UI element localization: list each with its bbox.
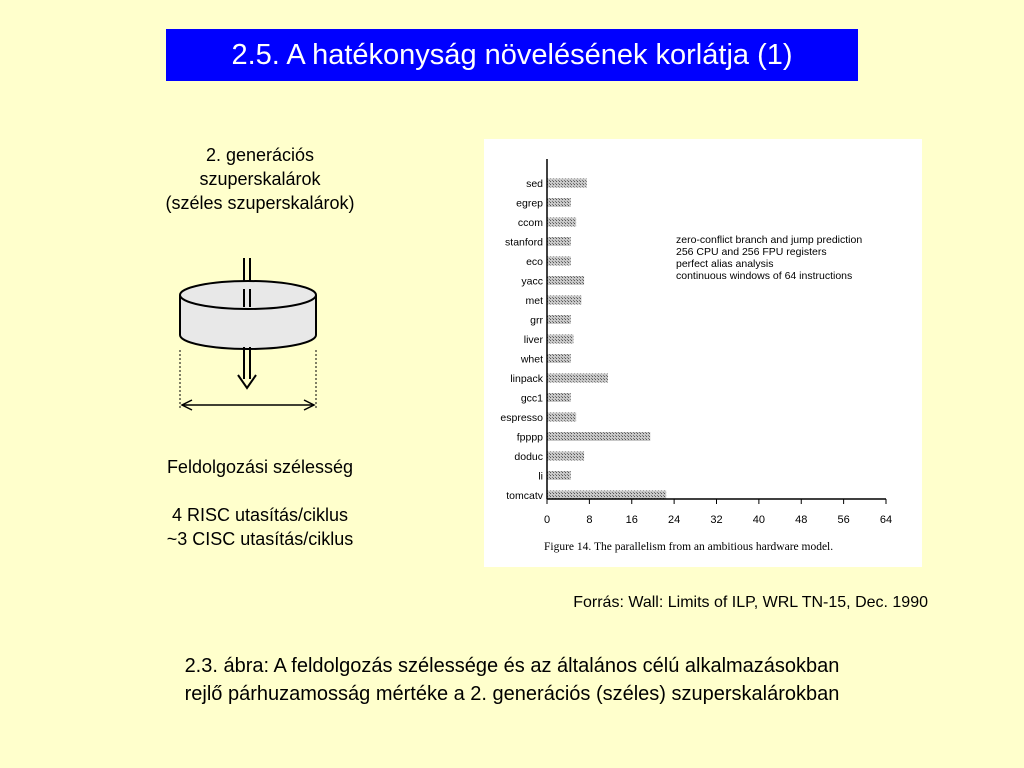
category-label: stanford	[505, 236, 543, 249]
risc-rate: 4 RISC utasítás/ciklus	[171, 505, 349, 525]
cisc-rate: ~3 CISC utasítás/ciklus	[166, 529, 354, 549]
bar-sed	[547, 179, 587, 188]
x-tick-label: 16	[625, 514, 638, 526]
bar-li	[547, 471, 571, 480]
caption-line-2: rejlő párhuzamosság mértéke a 2. generációs (széles) szuperskalárokban	[184, 683, 840, 705]
figure-description	[40, 652, 984, 708]
bar-gcc1	[547, 393, 571, 402]
category-label: yacc	[521, 275, 543, 288]
bar-linpack	[547, 374, 608, 383]
bar-met	[547, 296, 581, 305]
bar-tomcatv	[547, 491, 666, 500]
x-tick-label: 24	[668, 514, 681, 526]
generation-line-2: szuperskalárok	[199, 169, 321, 189]
category-label: met	[525, 295, 543, 307]
parallelism-chart	[484, 139, 922, 567]
category-label: eco	[526, 256, 543, 268]
bar-liver	[547, 335, 573, 344]
x-tick-label: 56	[837, 514, 850, 526]
bar-grr	[547, 315, 571, 324]
category-label: fpppp	[516, 431, 543, 444]
width-label: Feldolgozási szélesség	[166, 457, 354, 477]
width-info	[130, 455, 390, 551]
category-label: grr	[530, 314, 543, 327]
category-label: espresso	[500, 412, 543, 424]
bar-ccom	[547, 218, 576, 227]
caption-line-1: 2.3. ábra: A feldolgozás szélessége és az általános célú alkalmazásokban	[184, 655, 840, 677]
annotation-line: perfect alias analysis	[676, 258, 774, 270]
source-note: Forrás: Wall: Limits of ILP, WRL TN-15, Dec. 1990	[573, 594, 928, 611]
category-label: egrep	[516, 197, 543, 210]
bar-stanford	[547, 237, 571, 246]
figure-caption: Figure 14. The parallelism from an ambitious hardware model.	[544, 541, 834, 553]
x-tick-label: 8	[586, 514, 593, 526]
bar-doduc	[547, 452, 584, 461]
bar-eco	[547, 257, 571, 266]
category-label: doduc	[514, 451, 543, 463]
annotation-line: zero-conflict branch and jump prediction	[676, 234, 863, 246]
category-label: liver	[523, 334, 543, 346]
category-label: tomcatv	[506, 490, 543, 502]
annotation-line: 256 CPU and 256 FPU registers	[676, 246, 827, 258]
x-tick-label: 0	[543, 514, 551, 526]
slide-title: 2.5. A hatékonyság növelésének korlátja (1)	[166, 29, 858, 81]
chart-annotation	[676, 234, 862, 282]
category-label: whet	[520, 353, 543, 366]
generation-line-1: 2. generációs	[205, 145, 315, 165]
x-tick-label: 40	[752, 514, 765, 526]
category-label: linpack	[510, 373, 543, 385]
x-tick-label: 48	[795, 514, 808, 526]
bar-egrep	[547, 198, 571, 207]
generation-label	[130, 143, 390, 215]
x-tick-label: 64	[879, 514, 893, 526]
category-label: li	[538, 470, 543, 483]
figure-panel	[484, 139, 922, 567]
bar-fpppp	[547, 432, 650, 441]
category-label: gcc1	[520, 392, 543, 405]
annotation-line: continuous windows of 64 instructions	[676, 270, 853, 282]
processing-width-diagram	[170, 255, 330, 415]
bar-yacc	[547, 276, 584, 285]
category-label: ccom	[517, 217, 543, 229]
bar-whet	[547, 354, 571, 363]
generation-line-3: (széles szuperskalárok)	[165, 193, 355, 213]
bar-espresso	[547, 413, 576, 422]
category-label: sed	[526, 178, 543, 190]
x-tick-label: 32	[710, 514, 723, 526]
